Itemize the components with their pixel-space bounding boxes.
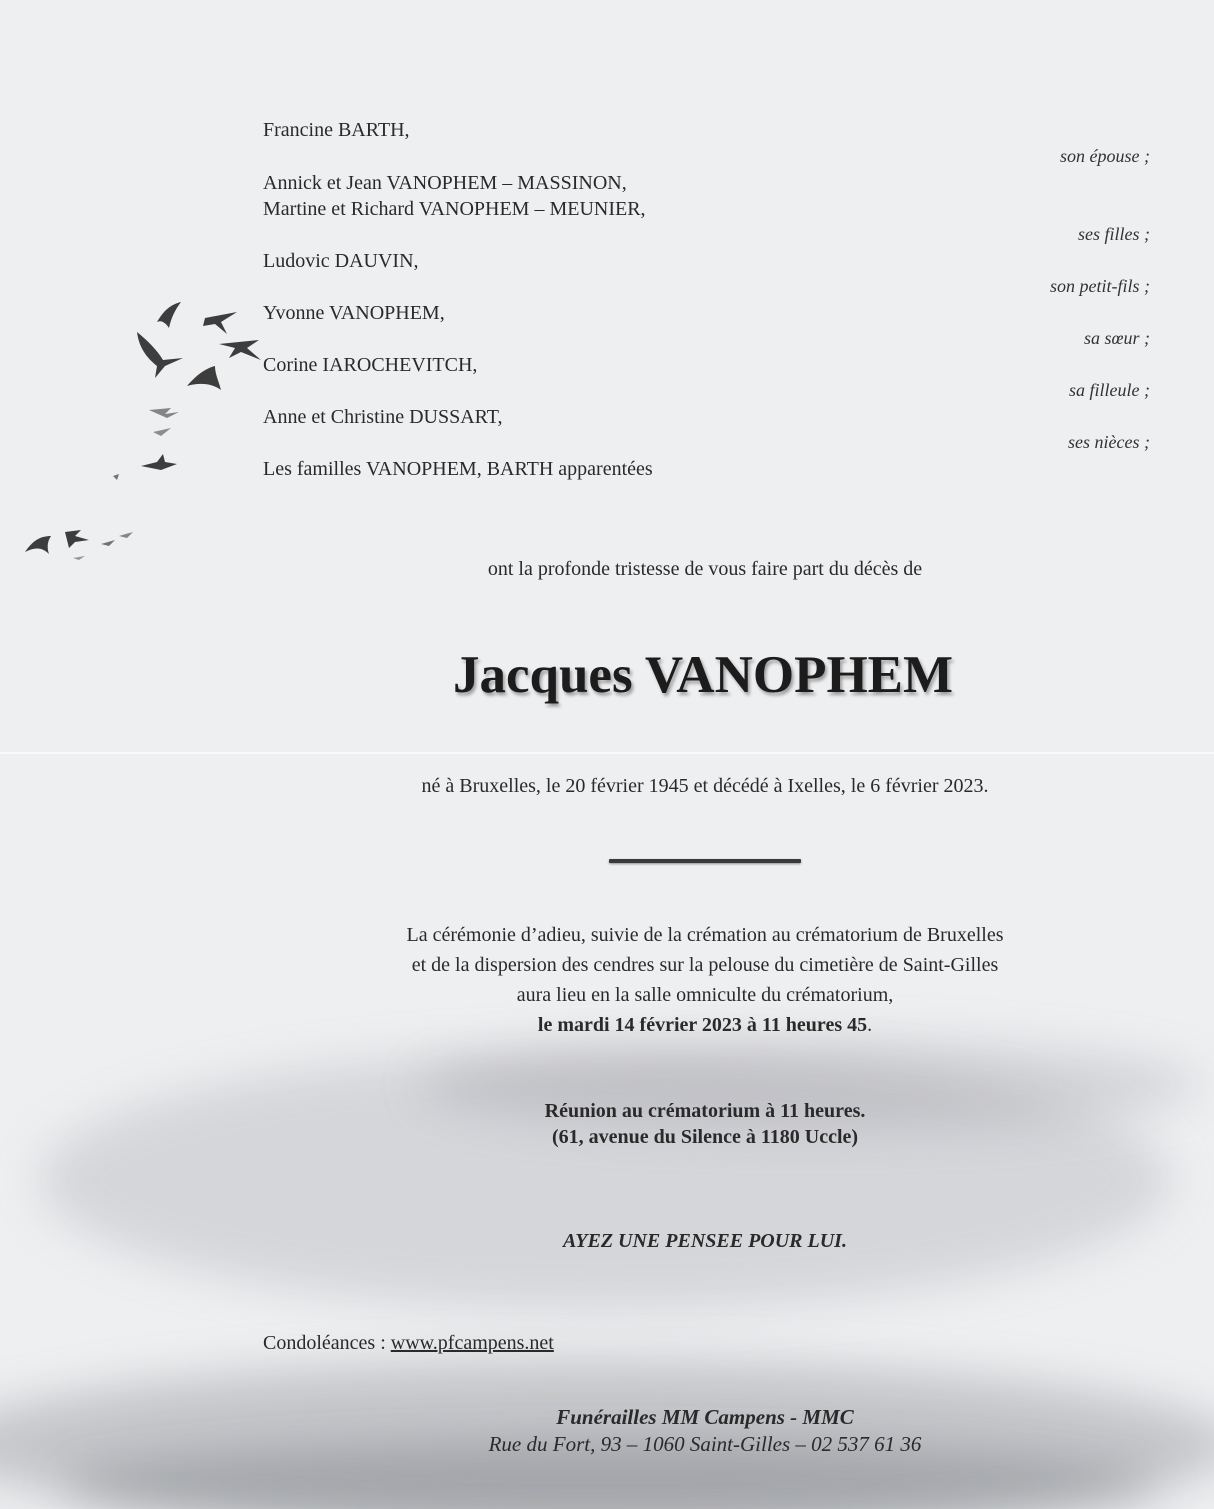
divider-rule (609, 859, 801, 863)
meeting-line: Réunion au crématorium à 11 heures. (544, 1100, 866, 1122)
deceased-name: Jacques VANOPHEM (452, 646, 954, 704)
funeral-home-name: Funérailles MM Campens - MMC (556, 1405, 854, 1429)
announcement-text: ont la profonde tristesse de vous faire part du décès de (487, 558, 923, 580)
family-relation: son petit-fils ; (1050, 276, 1150, 296)
family-member-name: Ludovic DAUVIN, (263, 250, 419, 272)
closing-message: AYEZ UNE PENSEE POUR LUI. (563, 1230, 847, 1252)
ceremony-date-suffix: . (867, 1014, 873, 1036)
condolences-label: Condoléances : (263, 1332, 391, 1354)
page-fold (0, 752, 1214, 754)
ceremony-line: La cérémonie d’adieu, suivie de la crémation au crématorium de Bruxelles (406, 924, 1004, 946)
family-member-name: Corine IAROCHEVITCH, (263, 354, 478, 376)
family-relation: ses filles ; (1078, 224, 1150, 244)
condolences-link[interactable]: www.pfcampens.net (390, 1332, 554, 1354)
family-relation: son épouse ; (1060, 146, 1150, 166)
family-relation: sa sœur ; (1083, 328, 1150, 348)
meeting-address: (61, avenue du Silence à 1180 Uccle) (551, 1126, 859, 1148)
ceremony-date-bold: le mardi 14 février 2023 à 11 heures 45 (537, 1014, 868, 1036)
family-member-name: Yvonne VANOPHEM, (263, 302, 445, 324)
family-member-name: Anne et Christine DUSSART, (263, 406, 503, 428)
ceremony-line: et de la dispersion des cendres sur la pelouse du cimetière de Saint-Gilles (411, 954, 999, 976)
birth-death-dates: né à Bruxelles, le 20 février 1945 et décédé à Ixelles, le 6 février 2023. (421, 775, 989, 797)
ceremony-details (0, 920, 1214, 1040)
flying-birds-illustration (15, 290, 275, 580)
ceremony-date (0, 1010, 1214, 1040)
family-relation: ses nièces ; (1068, 432, 1150, 452)
family-member-name: Annick et Jean VANOPHEM – MASSINON, (263, 172, 627, 194)
ceremony-line: aura lieu en la salle omniculte du crématorium, (516, 984, 894, 1006)
funeral-home-address: Rue du Fort, 93 – 1060 Saint-Gilles – 02 537 61 36 (488, 1432, 922, 1456)
family-relation: sa filleule ; (1069, 380, 1150, 400)
family-member-name: Martine et Richard VANOPHEM – MEUNIER, (263, 198, 646, 220)
condolences (263, 1330, 554, 1356)
family-member-name: Les familles VANOPHEM, BARTH apparentées (263, 458, 653, 480)
family-member-name: Francine BARTH, (263, 119, 410, 141)
